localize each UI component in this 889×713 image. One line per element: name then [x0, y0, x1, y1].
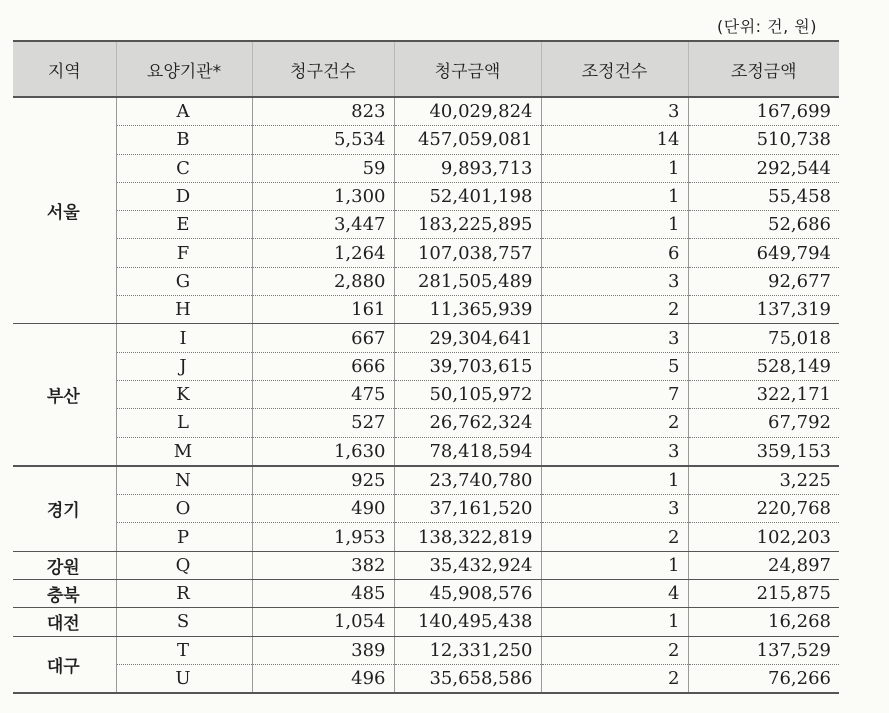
adj-count-cell: 4 [541, 580, 688, 608]
claim-count-cell: 5,534 [252, 126, 394, 154]
org-cell: A [116, 97, 252, 126]
org-cell: N [116, 466, 252, 495]
claim-count-cell: 1,300 [252, 182, 394, 210]
adj-count-cell: 1 [541, 211, 688, 239]
table-row [13, 523, 839, 551]
claims-table [13, 40, 839, 694]
claim-amount-cell: 40,029,824 [394, 97, 541, 126]
adj-count-cell: 1 [541, 182, 688, 210]
claim-amount-cell: 9,893,713 [394, 154, 541, 182]
adj-count-cell: 1 [541, 466, 688, 495]
region-cell: 서울 [13, 97, 116, 324]
claim-amount-cell: 35,658,586 [394, 664, 541, 693]
table-row [13, 211, 839, 239]
claim-count-cell: 3,447 [252, 211, 394, 239]
adj-amount-cell: 215,875 [688, 580, 839, 608]
claim-amount-cell: 52,401,198 [394, 182, 541, 210]
org-cell: U [116, 664, 252, 693]
header-claim-count: 청구건수 [252, 41, 394, 97]
org-cell: E [116, 211, 252, 239]
header-region: 지역 [13, 41, 116, 97]
table-row [13, 296, 839, 324]
header-adj-count: 조정건수 [541, 41, 688, 97]
table-row [13, 495, 839, 523]
org-cell: C [116, 154, 252, 182]
org-cell: G [116, 267, 252, 295]
claim-amount-cell: 23,740,780 [394, 466, 541, 495]
claim-count-cell: 490 [252, 495, 394, 523]
org-cell: K [116, 380, 252, 408]
claim-count-cell: 389 [252, 636, 394, 664]
claim-amount-cell: 37,161,520 [394, 495, 541, 523]
claim-amount-cell: 107,038,757 [394, 239, 541, 267]
region-cell: 강원 [13, 551, 116, 579]
adj-count-cell: 2 [541, 636, 688, 664]
table-row [13, 580, 839, 608]
claim-count-cell: 667 [252, 324, 394, 352]
adj-amount-cell: 55,458 [688, 182, 839, 210]
claim-count-cell: 527 [252, 409, 394, 437]
claim-count-cell: 59 [252, 154, 394, 182]
table-row [13, 551, 839, 579]
claim-amount-cell: 50,105,972 [394, 380, 541, 408]
claim-amount-cell: 138,322,819 [394, 523, 541, 551]
adj-amount-cell: 359,153 [688, 437, 839, 466]
table-row [13, 664, 839, 693]
table-row [13, 126, 839, 154]
adj-amount-cell: 102,203 [688, 523, 839, 551]
unit-label: (단위: 건, 원) [717, 17, 817, 36]
claim-amount-cell: 35,432,924 [394, 551, 541, 579]
adj-amount-cell: 649,794 [688, 239, 839, 267]
adj-amount-cell: 3,225 [688, 466, 839, 495]
claim-count-cell: 1,630 [252, 437, 394, 466]
table-body [13, 97, 839, 693]
table-row [13, 97, 839, 126]
org-cell: J [116, 352, 252, 380]
adj-count-cell: 3 [541, 324, 688, 352]
adj-amount-cell: 75,018 [688, 324, 839, 352]
adj-count-cell: 5 [541, 352, 688, 380]
org-cell: I [116, 324, 252, 352]
org-cell: P [116, 523, 252, 551]
table-row [13, 409, 839, 437]
adj-count-cell: 1 [541, 551, 688, 579]
adj-count-cell: 2 [541, 409, 688, 437]
table-row [13, 239, 839, 267]
claim-count-cell: 925 [252, 466, 394, 495]
adj-count-cell: 3 [541, 267, 688, 295]
adj-amount-cell: 528,149 [688, 352, 839, 380]
claim-amount-cell: 183,225,895 [394, 211, 541, 239]
header-adj-amount: 조정금액 [688, 41, 839, 97]
adj-amount-cell: 322,171 [688, 380, 839, 408]
adj-amount-cell: 137,529 [688, 636, 839, 664]
claim-count-cell: 1,264 [252, 239, 394, 267]
org-cell: F [116, 239, 252, 267]
region-cell: 경기 [13, 466, 116, 551]
adj-amount-cell: 24,897 [688, 551, 839, 579]
adj-count-cell: 3 [541, 97, 688, 126]
adj-amount-cell: 220,768 [688, 495, 839, 523]
org-cell: M [116, 437, 252, 466]
table-row [13, 380, 839, 408]
table-row [13, 608, 839, 636]
adj-count-cell: 1 [541, 154, 688, 182]
adj-amount-cell: 76,266 [688, 664, 839, 693]
adj-count-cell: 2 [541, 523, 688, 551]
claim-count-cell: 1,054 [252, 608, 394, 636]
claim-amount-cell: 26,762,324 [394, 409, 541, 437]
claim-amount-cell: 11,365,939 [394, 296, 541, 324]
adj-amount-cell: 52,686 [688, 211, 839, 239]
adj-amount-cell: 67,792 [688, 409, 839, 437]
adj-count-cell: 3 [541, 495, 688, 523]
claim-count-cell: 475 [252, 380, 394, 408]
table-row [13, 466, 839, 495]
claim-count-cell: 1,953 [252, 523, 394, 551]
org-cell: R [116, 580, 252, 608]
adj-amount-cell: 167,699 [688, 97, 839, 126]
claim-amount-cell: 39,703,615 [394, 352, 541, 380]
region-cell: 충북 [13, 580, 116, 608]
org-cell: D [116, 182, 252, 210]
claim-amount-cell: 29,304,641 [394, 324, 541, 352]
org-cell: L [116, 409, 252, 437]
adj-count-cell: 14 [541, 126, 688, 154]
table-row [13, 182, 839, 210]
org-cell: O [116, 495, 252, 523]
claim-amount-cell: 45,908,576 [394, 580, 541, 608]
header-org: 요양기관* [116, 41, 252, 97]
adj-count-cell: 1 [541, 608, 688, 636]
adj-amount-cell: 92,677 [688, 267, 839, 295]
region-cell: 부산 [13, 324, 116, 466]
header-claim-amount: 청구금액 [394, 41, 541, 97]
table-header [13, 41, 839, 97]
adj-amount-cell: 292,544 [688, 154, 839, 182]
claim-count-cell: 823 [252, 97, 394, 126]
table-row [13, 437, 839, 466]
adj-count-cell: 3 [541, 437, 688, 466]
region-cell: 대구 [13, 636, 116, 693]
region-cell: 대전 [13, 608, 116, 636]
claim-count-cell: 496 [252, 664, 394, 693]
claim-count-cell: 485 [252, 580, 394, 608]
org-cell: S [116, 608, 252, 636]
adj-amount-cell: 137,319 [688, 296, 839, 324]
table-row [13, 636, 839, 664]
claim-amount-cell: 12,331,250 [394, 636, 541, 664]
claim-count-cell: 2,880 [252, 267, 394, 295]
claim-amount-cell: 140,495,438 [394, 608, 541, 636]
table-row [13, 267, 839, 295]
claim-count-cell: 161 [252, 296, 394, 324]
adj-amount-cell: 510,738 [688, 126, 839, 154]
org-cell: T [116, 636, 252, 664]
claim-count-cell: 666 [252, 352, 394, 380]
claim-amount-cell: 281,505,489 [394, 267, 541, 295]
org-cell: B [116, 126, 252, 154]
adj-count-cell: 2 [541, 664, 688, 693]
claim-count-cell: 382 [252, 551, 394, 579]
adj-count-cell: 7 [541, 380, 688, 408]
table-row [13, 154, 839, 182]
claim-amount-cell: 457,059,081 [394, 126, 541, 154]
adj-amount-cell: 16,268 [688, 608, 839, 636]
org-cell: H [116, 296, 252, 324]
claim-amount-cell: 78,418,594 [394, 437, 541, 466]
table-row [13, 324, 839, 352]
table-row [13, 352, 839, 380]
adj-count-cell: 2 [541, 296, 688, 324]
org-cell: Q [116, 551, 252, 579]
adj-count-cell: 6 [541, 239, 688, 267]
